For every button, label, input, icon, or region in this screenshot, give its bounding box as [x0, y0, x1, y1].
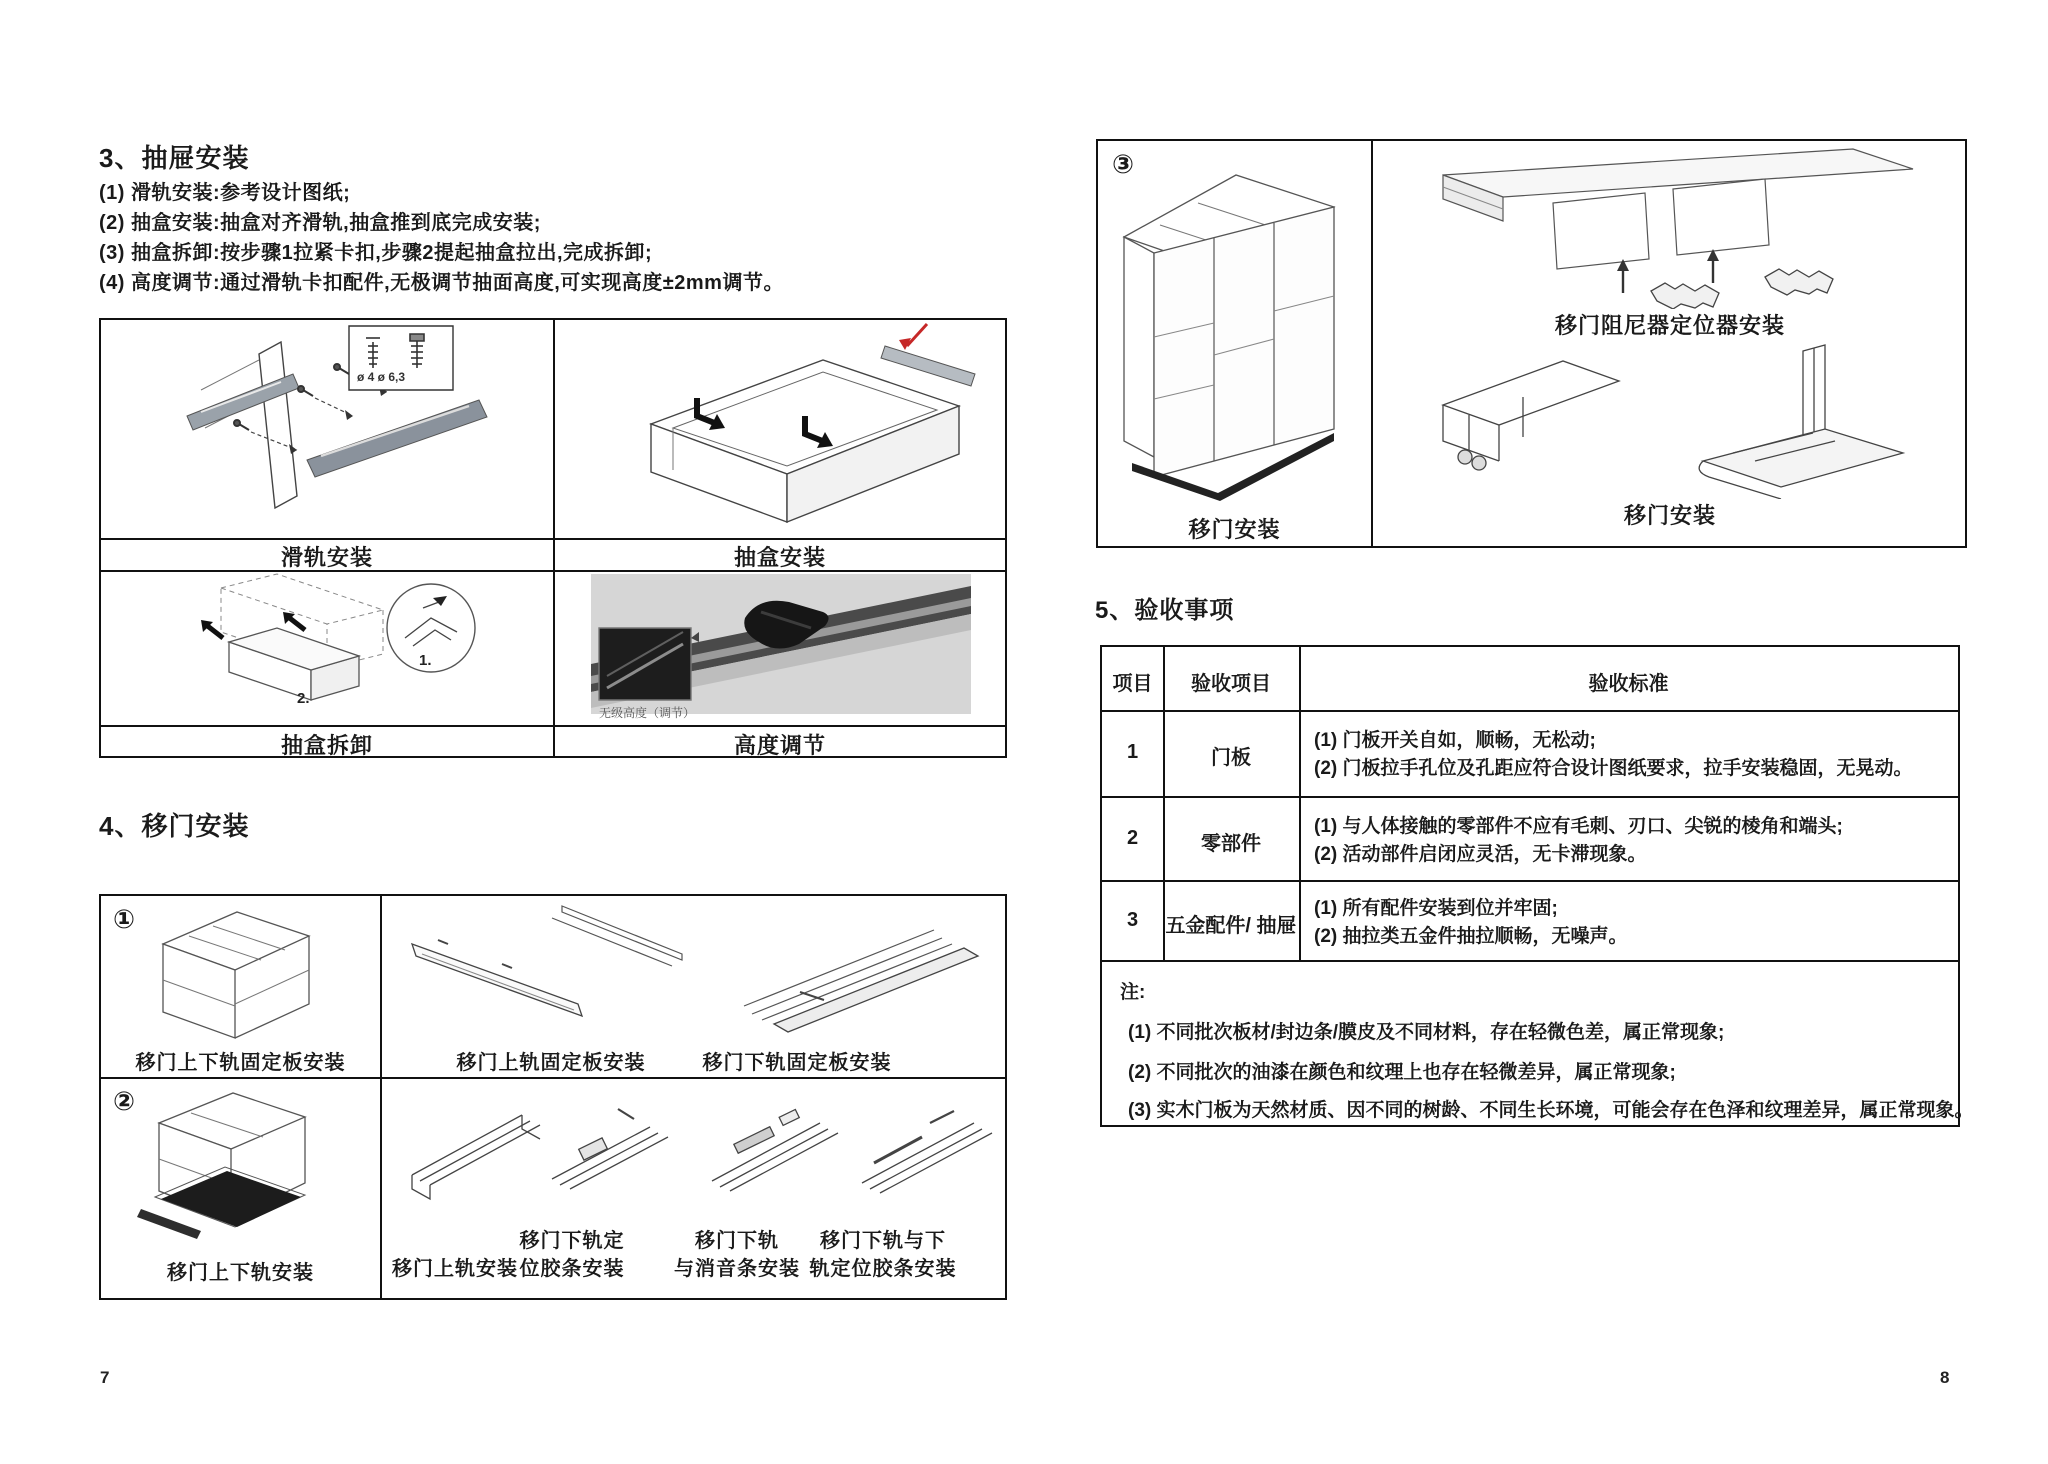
- row2-standard-2: (2) 活动部件启闭应灵活，无卡滞现象。: [1314, 844, 1647, 865]
- stepless-height-caption: 无级高度（调节）: [599, 706, 696, 720]
- wardrobe-frame-diagram: [101, 896, 380, 1041]
- sliding-door-table: [99, 894, 1007, 1300]
- acceptance-table: [1100, 645, 1974, 1127]
- note-2: (2) 不同批次的油漆在颜色和纹理上也存在轻微差异，属正常现象;: [1128, 1062, 1676, 1083]
- figure-badge-1: ①: [113, 904, 136, 934]
- row1-item: 门板: [1211, 747, 1251, 769]
- row2-item: 零部件: [1201, 833, 1261, 855]
- cell-label-height-adjust: 高度调节: [733, 733, 826, 758]
- section3-title: 3、抽屉安装: [99, 143, 250, 173]
- figure-badge-3: ③: [1112, 149, 1135, 179]
- height-adjust-photo: [555, 572, 1005, 725]
- col-header-item: 验收项目: [1191, 673, 1271, 695]
- section3-step-3: (3) 抽盒拆卸:按步骤1拉紧卡扣,步骤2提起抽盒拉出,完成拆卸;: [99, 242, 653, 264]
- removal-step1-mark: 1.: [419, 652, 432, 669]
- notes-title: 注:: [1120, 982, 1146, 1003]
- wardrobe-sliding-doors-diagram: [1098, 141, 1371, 506]
- section4-title: 4、移门安装: [99, 811, 250, 841]
- label-top-rail-install: 移门上轨安装: [392, 1258, 518, 1280]
- damper-positioner-diagram: [1373, 141, 1967, 309]
- top-fixing-plate-diagram: [382, 896, 702, 1041]
- wardrobe-track-diagram: [101, 1079, 380, 1244]
- section3-step-1: (1) 滑轨安装:参考设计图纸;: [99, 182, 351, 204]
- drawer-box-install-diagram: [555, 320, 1007, 538]
- note-3: (3) 实木门板为天然材质、因不同的树龄、不同生长环境，可能会存在色泽和纹理差异，属正常现象。: [1128, 1100, 1974, 1121]
- label-bottom-rail-plate: 移门下轨固定板安装: [702, 1052, 892, 1074]
- row3-item: 五金配件/ 抽屉: [1165, 915, 1297, 937]
- row1-no: 1: [1126, 741, 1139, 763]
- row3-standard-1: (1) 所有配件安装到位并牢固;: [1314, 898, 1558, 919]
- label-silencer-strip-2: 与消音条安装: [674, 1258, 800, 1280]
- label-top-rail-plate: 移门上轨固定板安装: [456, 1052, 646, 1074]
- col-header-item-no: 项目: [1112, 673, 1153, 695]
- screw-size-note: ø 4 ø 6,3: [357, 370, 406, 384]
- label-updown-rail-plate: 移门上下轨固定板安装: [135, 1052, 346, 1074]
- label-updown-rail-install: 移门上下轨安装: [167, 1262, 314, 1284]
- cell-label-drawer-removal: 抽盒拆卸: [280, 733, 373, 758]
- note-1: (1) 不同批次板材/封边条/膜皮及不同材料，存在轻微色差，属正常现象;: [1128, 1022, 1725, 1043]
- cell-label-slide-rail: 滑轨安装: [280, 545, 373, 570]
- damper-positioner-label: 移门阻尼器定位器安装: [1554, 313, 1785, 338]
- row2-standard-1: (1) 与人体接触的零部件不应有毛刺、刃口、尖锐的棱角和端头;: [1314, 816, 1843, 837]
- figure-badge-2: ②: [113, 1086, 136, 1116]
- track-profiles-diagram: [382, 1079, 1005, 1219]
- row1-standard-1: (1) 门板开关自如，顺畅，无松动;: [1314, 730, 1596, 751]
- section5-title: 5、验收事项: [1095, 597, 1235, 624]
- row3-no: 3: [1126, 909, 1139, 931]
- label-lower-locating-strip-2: 轨定位胶条安装: [809, 1258, 957, 1280]
- row2-no: 2: [1126, 827, 1139, 849]
- label-lower-locating-strip-1: 移门下轨与下: [820, 1230, 946, 1252]
- sliding-door-figure-box: [1096, 139, 1967, 548]
- slide-rail-install-diagram: [101, 320, 553, 538]
- cell-label-drawer-box: 抽盒安装: [733, 545, 826, 570]
- label-silencer-strip-1: 移门下轨: [695, 1230, 779, 1252]
- bottom-fixing-plate-diagram: [704, 896, 1005, 1041]
- fig3-left-label: 移门安装: [1188, 517, 1281, 542]
- row3-standard-2: (2) 抽拉类五金件抽拉顺畅，无噪声。: [1314, 926, 1628, 947]
- section3-step-4: (4) 高度调节:通过滑轨卡扣配件,无极调节抽面高度,可实现高度±2mm调节。: [99, 272, 784, 294]
- section3-step-2: (2) 抽盒安装:抽盒对齐滑轨,抽盒推到底完成安装;: [99, 212, 541, 234]
- row1-standard-2: (2) 门板拉手孔位及孔距应符合设计图纸要求，拉手安装稳固，无晃动。: [1314, 758, 1913, 779]
- label-bottom-locating-strip-1: 移门下轨定: [519, 1230, 625, 1252]
- door-install-profiles-diagram: [1373, 341, 1967, 499]
- col-header-standard: 验收标准: [1588, 673, 1669, 695]
- drawer-install-table: [99, 318, 1007, 758]
- label-bottom-locating-strip-2: 位胶条安装: [519, 1258, 625, 1280]
- removal-step2-mark: 2.: [297, 690, 310, 707]
- fig3-bottom-label: 移门安装: [1623, 503, 1716, 528]
- page-number-left: 7: [100, 1368, 110, 1387]
- page-number-right: 8: [1940, 1368, 1950, 1387]
- drawer-removal-diagram: [101, 572, 553, 725]
